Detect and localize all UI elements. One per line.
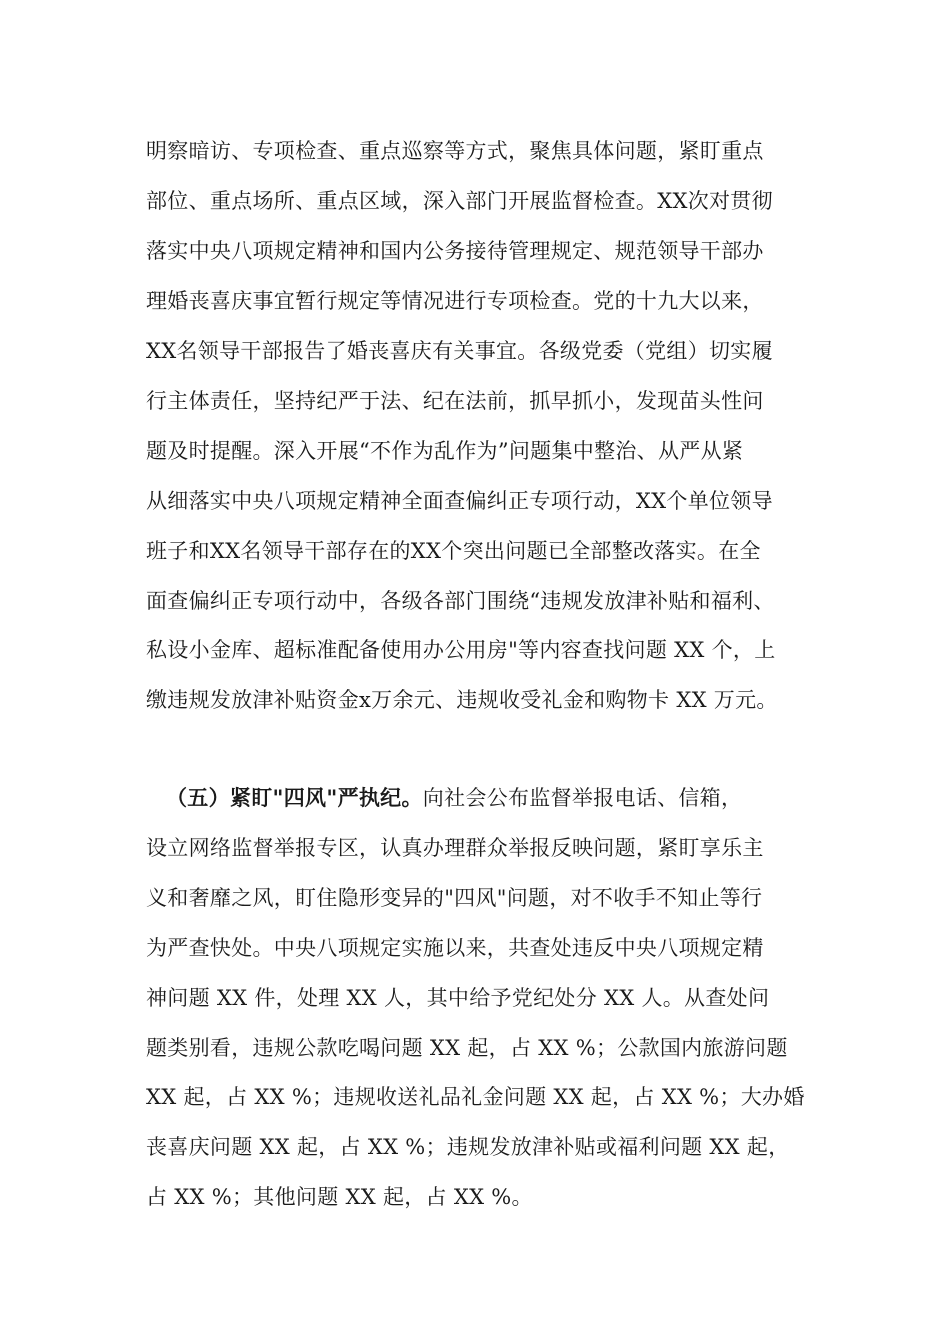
paragraph-line: 为严查快处。中央八项规定实施以来，共查处违反中央八项规定精: [146, 936, 764, 960]
paragraph-line: 明察暗访、专项检查、重点巡察等方式，聚焦具体问题，紧盯重点: [146, 139, 764, 163]
section-heading: （五）紧盯"四风"严执纪。: [166, 785, 423, 810]
paragraph-line: 部位、重点场所、重点区域，深入部门开展监督检查。XX次对贯彻: [146, 189, 773, 213]
paragraph-line: 私设小金库、超标准配备使用办公用房"等内容查找问题 XX 个，上: [146, 638, 776, 662]
paragraph-line: 占 XX %；其他问题 XX 起，占 XX %。: [146, 1185, 533, 1209]
heading-continuation: 向社会公布监督举报电话、信箱，: [422, 786, 743, 810]
paragraph-line: 丧喜庆问题 XX 起，占 XX %；违规发放津补贴或福利问题 XX 起，: [146, 1135, 790, 1159]
paragraph-line: 义和奢靡之风，盯住隐形变异的"四风"问题，对不收手不知止等行: [146, 886, 763, 910]
paragraph-line: 缴违规发放津补贴资金x万余元、违规收受礼金和购物卡 XX 万元。: [146, 688, 778, 712]
paragraph-line: 题类别看，违规公款吃喝问题 XX 起，占 XX %；公款国内旅游问题: [146, 1036, 788, 1060]
paragraph-first-line: [166, 783, 742, 813]
paragraph-line: 行主体责任，坚持纪严于法、纪在法前，抓早抓小，发现苗头性问: [146, 389, 764, 413]
paragraph-line: XX名领导干部报告了婚丧喜庆有关事宜。各级党委（党组）切实履: [146, 339, 773, 363]
paragraph-line: 班子和XX名领导干部存在的XX个突出问题已全部整改落实。在全: [146, 539, 761, 563]
paragraph-line: 面查偏纠正专项行动中，各级各部门围绕“违规发放津补贴和福利、: [146, 589, 775, 613]
paragraph-line: XX 起，占 XX %；违规收送礼品礼金问题 XX 起，占 XX %；大办婚: [146, 1085, 805, 1109]
paragraph-line: 理婚丧喜庆事宜暂行规定等情况进行专项检查。党的十九大以来，: [146, 289, 764, 313]
paragraph-line: 从细落实中央八项规定精神全面查偏纠正专项行动，XX个单位领导: [146, 489, 773, 513]
paragraph-line: 设立网络监督举报专区，认真办理群众举报反映问题，紧盯享乐主: [146, 836, 764, 860]
paragraph-line: 神问题 XX 件，处理 XX 人，其中给予党纪处分 XX 人。从查处问: [146, 986, 770, 1010]
paragraph-line: 题及时提醒。深入开展“不作为乱作为”问题集中整治、从严从紧: [146, 439, 744, 463]
paragraph-line: 落实中央八项规定精神和国内公务接待管理规定、规范领导干部办: [146, 239, 764, 263]
